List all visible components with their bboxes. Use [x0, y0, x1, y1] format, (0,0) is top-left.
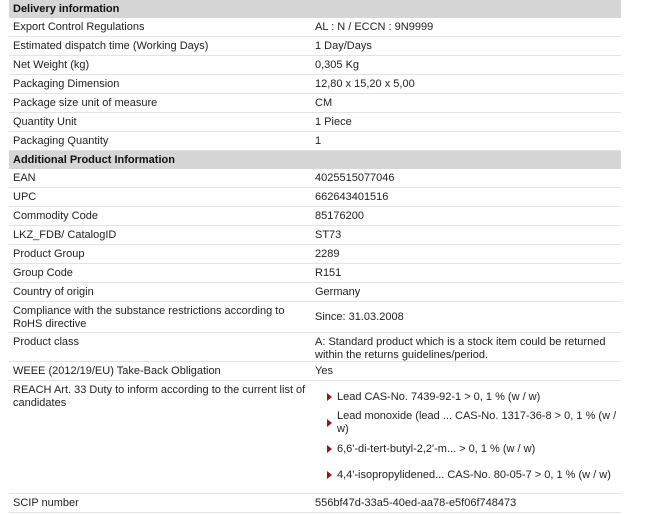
triangle-right-icon	[327, 419, 332, 427]
row-value: 662643401516	[315, 191, 389, 203]
row-value: Germany	[315, 286, 361, 298]
reach-item[interactable]	[315, 410, 621, 436]
row-product-class	[9, 333, 621, 362]
row-value: 4025515077046	[315, 172, 395, 184]
reach-substance-list	[313, 381, 621, 493]
row-packaging-dimension	[9, 75, 621, 94]
row-weee	[9, 362, 621, 381]
row-value: 0,305 Kg	[315, 59, 360, 71]
reach-item[interactable]	[315, 436, 621, 462]
row-label: Country of origin	[13, 286, 94, 298]
reach-item[interactable]	[315, 384, 621, 410]
row-label: SCIP number	[13, 497, 79, 509]
row-package-size-unit	[9, 94, 621, 113]
row-label: Export Control Regulations	[13, 21, 145, 33]
row-label: WEEE (2012/19/EU) Take-Back Obligation	[13, 365, 221, 377]
product-info-table	[9, 0, 621, 513]
row-value: 85176200	[315, 210, 364, 222]
row-value: 556bf47d-33a5-40ed-aa78-e5f06f748473	[315, 497, 517, 509]
row-commodity-code	[9, 207, 621, 226]
row-value: 2289	[315, 248, 340, 260]
reach-item[interactable]	[315, 462, 621, 488]
row-ean	[9, 169, 621, 188]
row-value: 1 Piece	[315, 116, 352, 128]
row-reach	[9, 381, 621, 494]
row-label: Net Weight (kg)	[13, 59, 90, 71]
additional-product-information-header: Additional Product Information	[9, 151, 621, 169]
row-label: Estimated dispatch time (Working Days)	[13, 40, 209, 52]
reach-item-text[interactable]: 4,4'-isopropylidened... CAS-No. 80-05-7 > 0, 1 % (w / w)	[337, 468, 611, 481]
row-label: UPC	[13, 191, 37, 203]
row-rohs-compliance	[9, 302, 621, 333]
reach-item-text[interactable]: 6,6'-di-tert-butyl-2,2'-m... > 0, 1 % (w / w)	[337, 442, 536, 455]
row-scip-number	[9, 494, 621, 513]
row-value: R151	[315, 267, 342, 279]
row-label: REACH Art. 33 Duty to inform according to the current list of candidates	[13, 384, 306, 409]
row-label: Packaging Dimension	[13, 78, 120, 90]
row-country-of-origin	[9, 283, 621, 302]
triangle-right-icon	[327, 393, 332, 401]
reach-item-text[interactable]: Lead monoxide (lead ... CAS-No. 1317-36-8 > 0, 1 % (w / w)	[337, 410, 617, 435]
row-export-control	[9, 18, 621, 37]
row-value: CM	[315, 97, 333, 109]
row-value: 1 Day/Days	[315, 40, 372, 52]
row-packaging-quantity	[9, 132, 621, 151]
row-label: Package size unit of measure	[13, 97, 158, 109]
row-value: AL : N / ECCN : 9N9999	[315, 21, 434, 33]
row-dispatch-time	[9, 37, 621, 56]
row-label: Product Group	[13, 248, 85, 260]
row-net-weight	[9, 56, 621, 75]
delivery-information-header: Delivery information	[9, 0, 621, 18]
row-label: Compliance with the substance restrictions according to RoHS directive	[13, 305, 285, 330]
row-label: Quantity Unit	[13, 116, 77, 128]
triangle-right-icon	[327, 445, 332, 453]
row-label: Packaging Quantity	[13, 135, 109, 147]
row-quantity-unit	[9, 113, 621, 132]
row-catalog-id	[9, 226, 621, 245]
row-value: ST73	[315, 229, 342, 241]
row-value: A: Standard product which is a stock item could be returned within the returns guidelines/period.	[315, 336, 606, 361]
row-value: Yes	[315, 365, 333, 377]
row-label: EAN	[13, 172, 36, 184]
row-value: Since: 31.03.2008	[315, 311, 404, 323]
triangle-right-icon	[327, 471, 332, 479]
row-product-group	[9, 245, 621, 264]
row-value: 1	[315, 135, 322, 147]
row-label: Commodity Code	[13, 210, 98, 222]
reach-item-text[interactable]: Lead CAS-No. 7439-92-1 > 0, 1 % (w / w)	[337, 390, 541, 403]
row-upc	[9, 188, 621, 207]
row-label: Product class	[13, 336, 80, 348]
row-value: 12,80 x 15,20 x 5,00	[315, 78, 415, 90]
row-group-code	[9, 264, 621, 283]
row-label: Group Code	[13, 267, 73, 279]
row-label: LKZ_FDB/ CatalogID	[13, 229, 117, 241]
